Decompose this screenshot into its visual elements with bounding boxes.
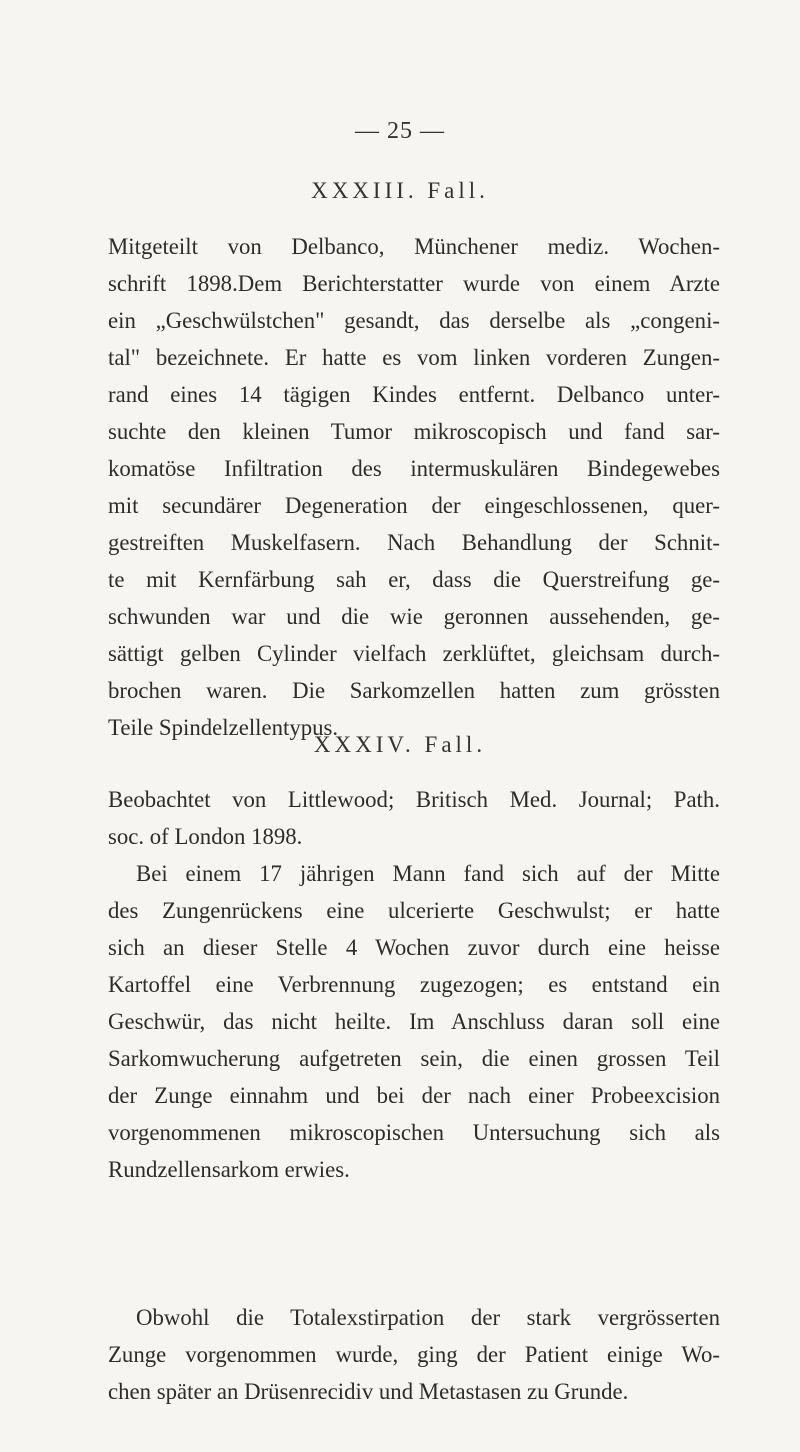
text-line: komatöse Infiltration des intermuskulären Bindegewebes [108, 456, 720, 481]
text-line: Zunge vorgenommen wurde, ging der Patient einige Wo- [108, 1342, 720, 1367]
text-line: der Zunge einnahm und bei der nach einer Probeexcision [108, 1083, 720, 1108]
text-line: schrift 1898.Dem Berichterstatter wurde von einem Arzte [108, 271, 720, 296]
text-line: mit secundärer Degeneration der eingeschlossenen, quer- [108, 493, 720, 518]
case-xxxiv-source-paragraph [108, 781, 720, 855]
text-line: Kartoffel eine Verbrennung zugezogen; es entstand ein [108, 972, 720, 997]
text-line: Beobachtet von Littlewood; Britisch Med. Journal; Path. [108, 787, 720, 812]
text-line: Sarkomwucherung aufgetreten sein, die einen grossen Teil [108, 1046, 720, 1071]
case-heading-xxxiii: XXXIII. Fall. [311, 178, 489, 203]
case-xxxiv-findings-paragraph [108, 855, 720, 1188]
text-line: des Zungenrückens eine ulcerierte Geschwulst; er hatte [108, 898, 720, 923]
text-line: schwunden war und die wie geronnen aussehenden, ge- [108, 604, 720, 629]
text-line: chen später an Drüsenrecidiv und Metastasen zu Grunde. [108, 1379, 629, 1404]
text-line: gestreiften Muskelfasern. Nach Behandlung der Schnit- [108, 530, 720, 555]
text-line: sich an dieser Stelle 4 Wochen zuvor durch eine heisse [108, 935, 720, 960]
text-line: Geschwür, das nicht heilte. Im Anschluss daran soll eine [108, 1009, 720, 1034]
page-number: — 25 — [355, 118, 445, 144]
text-line: brochen waren. Die Sarkomzellen hatten zum grössten [108, 678, 720, 703]
case-xxxiii-paragraph [108, 228, 720, 746]
text-line: Mitgeteilt von Delbanco, Münchener mediz. Wochen- [108, 234, 720, 259]
text-line: Obwohl die Totalexstirpation der stark vergrösserten [136, 1305, 720, 1330]
text-line: Bei einem 17 jährigen Mann fand sich auf der Mitte [136, 861, 720, 886]
text-line: rand eines 14 tägigen Kindes entfernt. Delbanco unter- [108, 382, 720, 407]
text-line: ein „Geschwülstchen" gesandt, das derselbe als „congeni- [108, 308, 720, 333]
text-line: te mit Kernfärbung sah er, dass die Querstreifung ge- [108, 567, 720, 592]
text-line: soc. of London 1898. [108, 824, 303, 849]
text-line: suchte den kleinen Tumor mikroscopisch und fand sar- [108, 419, 720, 444]
case-heading-xxxiv: XXXIV. Fall. [313, 732, 487, 757]
text-line: sättigt gelben Cylinder vielfach zerklüftet, gleichsam durch- [108, 641, 720, 666]
text-line: vorgenommenen mikroscopischen Untersuchung sich als [108, 1120, 720, 1145]
text-line: Rundzellensarkom erwies. [108, 1157, 350, 1182]
text-line: tal" bezeichnete. Er hatte es vom linken vorderen Zungen- [108, 345, 720, 370]
text-line: Teile Spindelzellentypus. [108, 715, 339, 740]
case-xxxiv-outcome-paragraph [108, 1299, 720, 1410]
